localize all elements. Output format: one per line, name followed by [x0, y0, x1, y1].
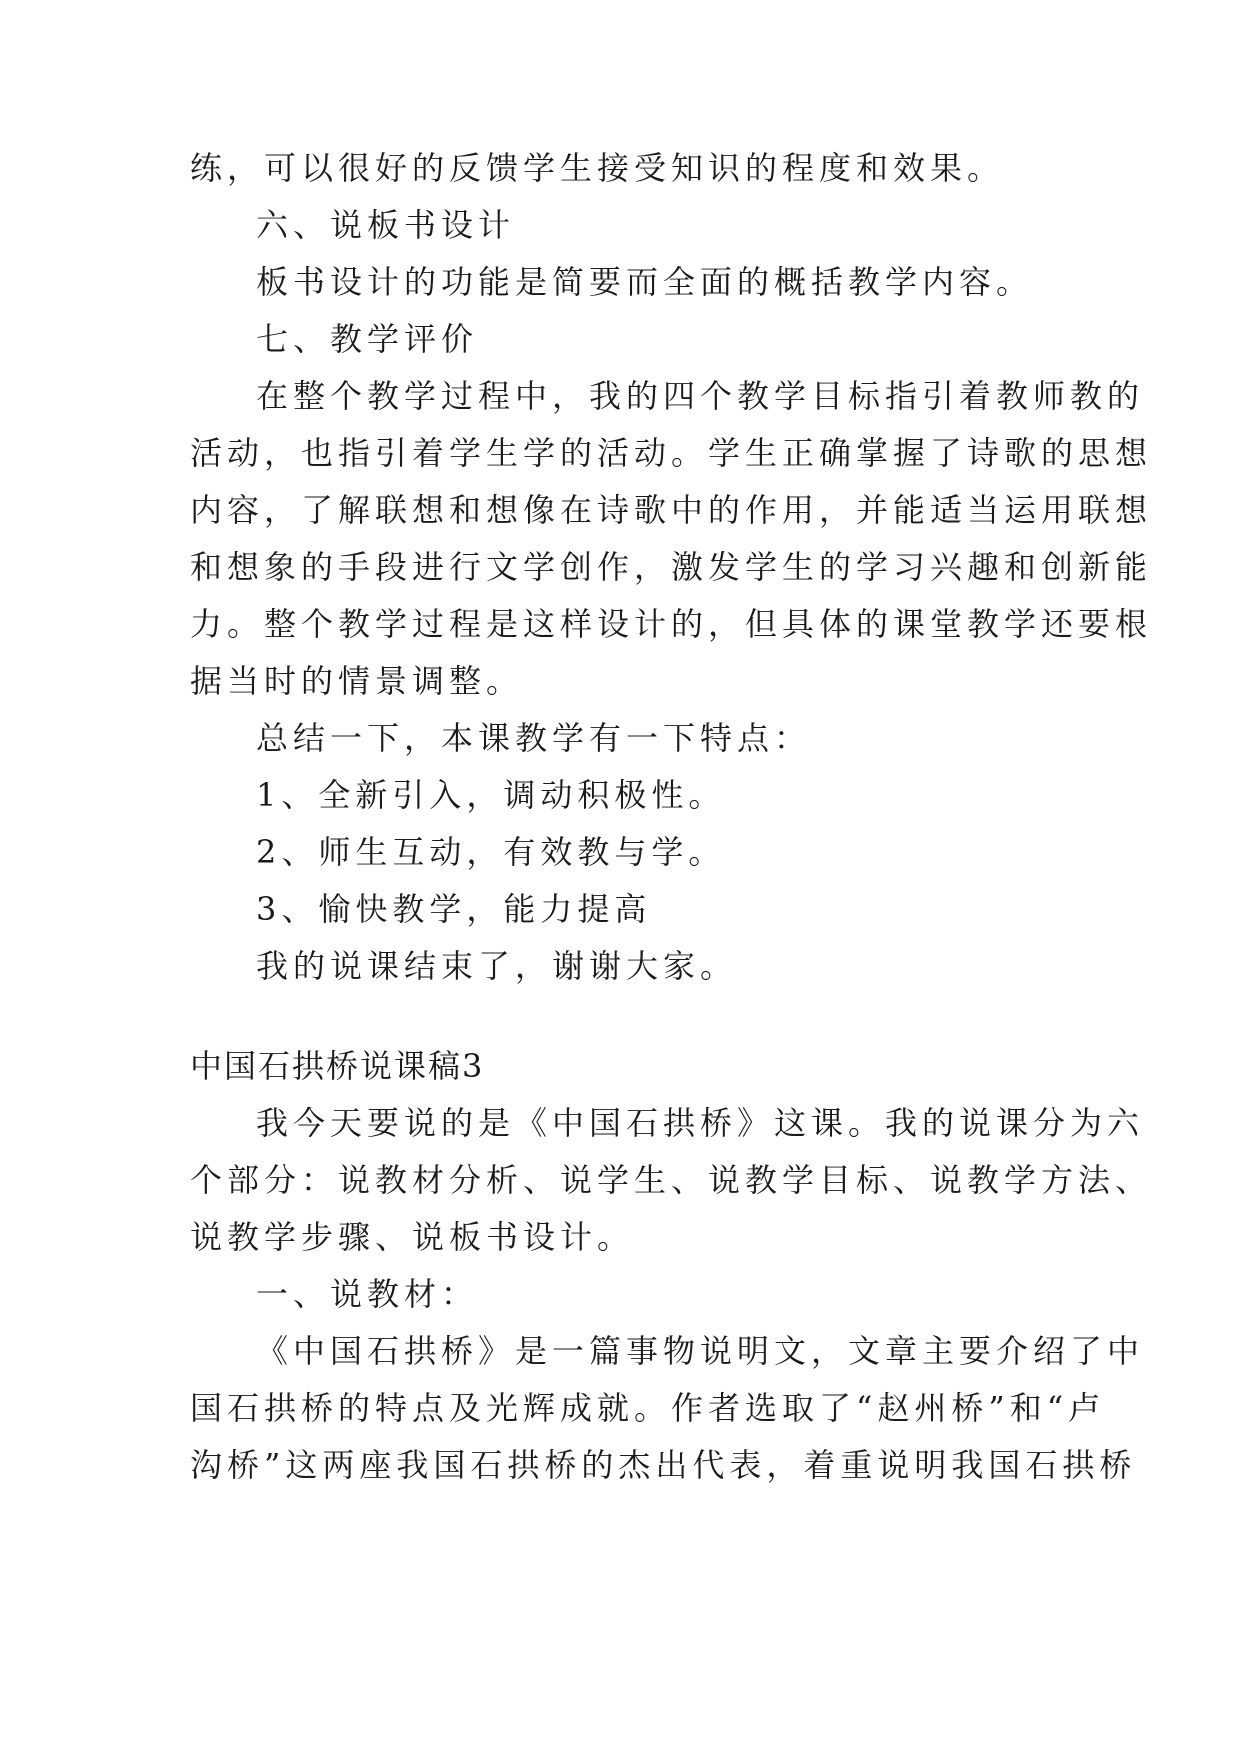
text-line: 内容，了解联想和想像在诗歌中的作用，并能适当运用联想: [190, 491, 1153, 529]
text-line: 在整个教学过程中，我的四个教学目标指引着教师教的: [256, 377, 1145, 415]
text-line: 据当时的情景调整。: [190, 662, 524, 700]
text-line: 和想象的手段进行文学创作，激发学生的学习兴趣和创新能: [190, 548, 1153, 586]
text-line: 说教学步骤、说板书设计。: [190, 1218, 635, 1256]
section-heading: 一、说教材：: [256, 1275, 479, 1313]
text-line: 总结一下，本课教学有一下特点：: [256, 719, 812, 757]
section-heading: 六、说板书设计: [256, 206, 516, 244]
text-line: 国石拱桥的特点及光辉成就。作者选取了“赵州桥”和“卢: [190, 1389, 1106, 1427]
text-line: 活动，也指引着学生学的活动。学生正确掌握了诗歌的思想: [190, 434, 1153, 472]
list-item: 2、师生互动，有效教与学。: [256, 833, 726, 871]
text-line: 力。整个教学过程是这样设计的，但具体的课堂教学还要根: [190, 605, 1153, 643]
text-line: 练，可以很好的反馈学生接受知识的程度和效果。: [190, 149, 1005, 187]
text-line: 板书设计的功能是简要而全面的概括教学内容。: [256, 263, 1034, 301]
text-line: 我的说课结束了，谢谢大家。: [256, 947, 738, 985]
list-item: 1、全新引入，调动积极性。: [256, 776, 726, 814]
text-line: 《中国石拱桥》是一篇事物说明文，文章主要介绍了中: [256, 1332, 1145, 1370]
section-heading: 七、教学评价: [256, 320, 479, 358]
document-title: 中国石拱桥说课稿3: [190, 1047, 485, 1085]
text-line: 沟桥”这两座我国石拱桥的杰出代表，着重说明我国石拱桥: [190, 1446, 1137, 1484]
text-line: 个部分：说教材分析、说学生、说教学目标、说教学方法、: [190, 1161, 1153, 1199]
text-line: 我今天要说的是《中国石拱桥》这课。我的说课分为六: [256, 1104, 1145, 1142]
list-item: 3、愉快教学，能力提高: [256, 890, 652, 928]
